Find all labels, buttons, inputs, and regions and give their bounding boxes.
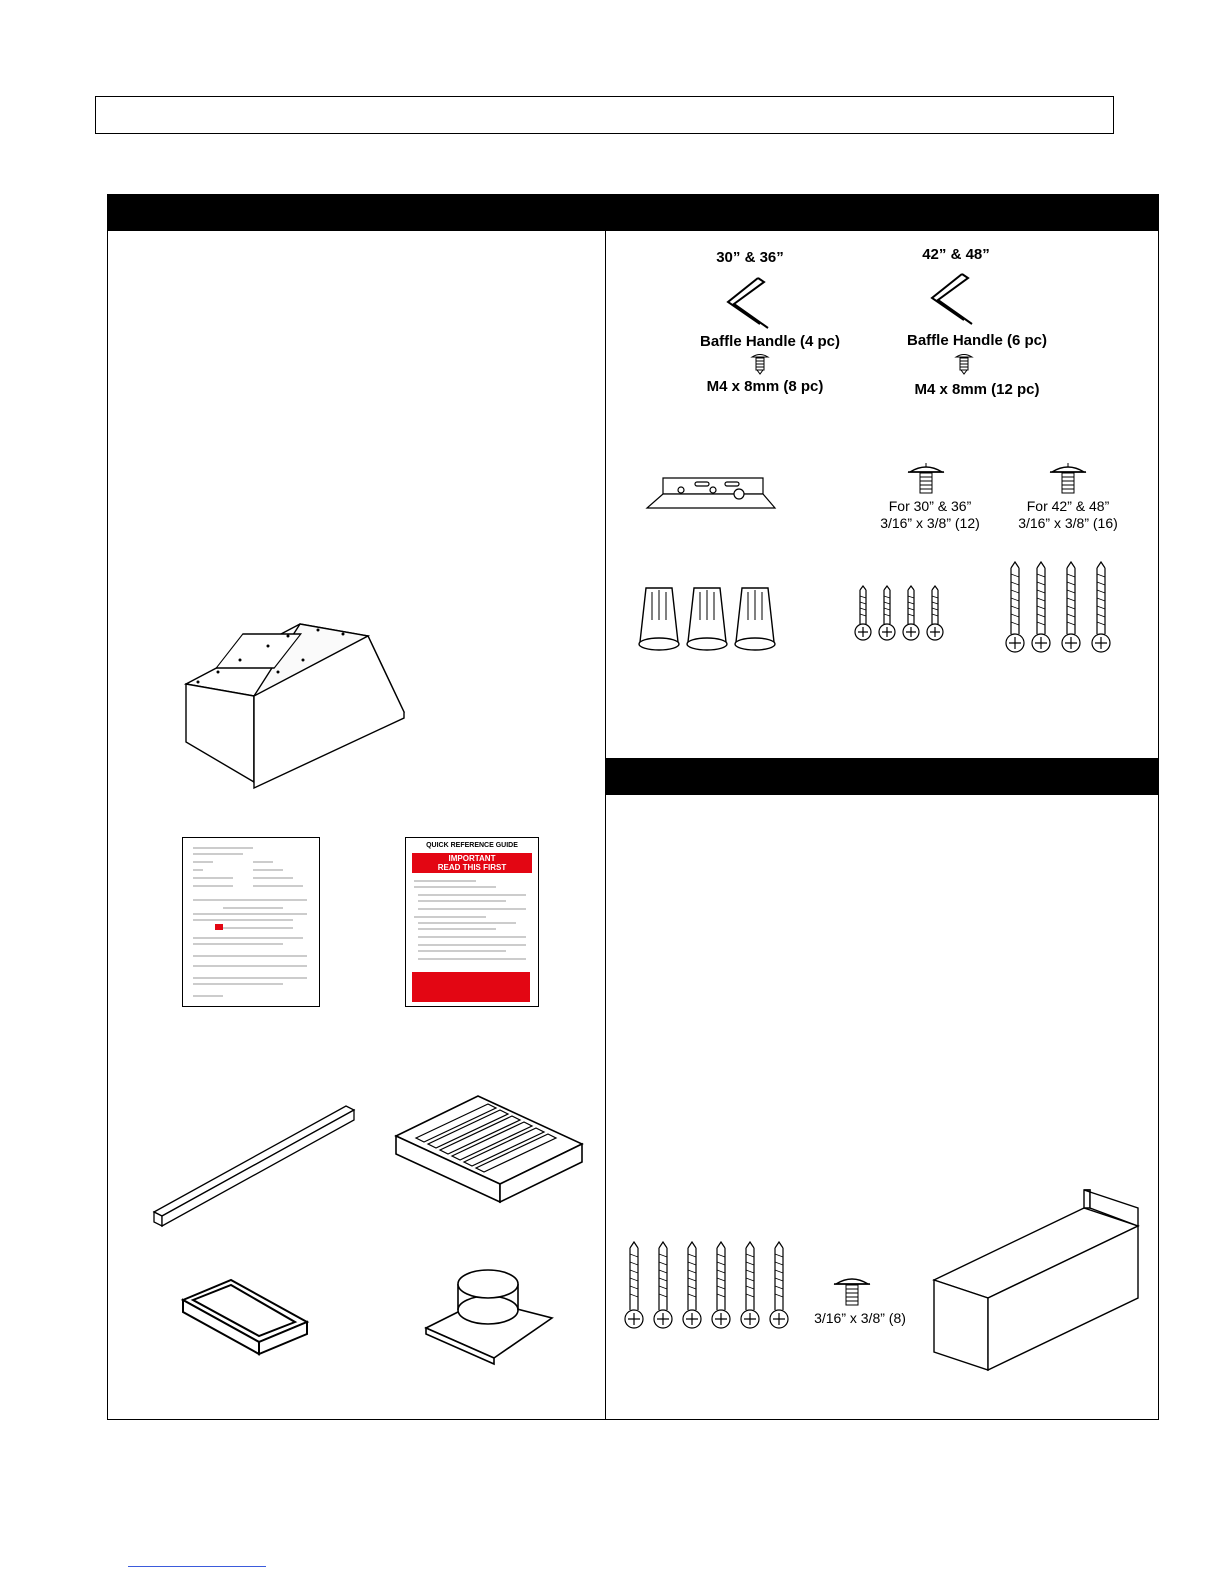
chimney-screws-icon — [616, 1240, 796, 1332]
chimney-cover-illustration — [928, 1186, 1144, 1372]
footer-link-underline[interactable] — [128, 1566, 266, 1567]
baffle-handle-label-a: Baffle Handle (4 pc) — [699, 333, 841, 350]
damper-frame-illustration — [165, 1270, 315, 1362]
short-screws-icon — [846, 584, 956, 644]
bolt-label-a-line2: 3/16” x 3/8” (12) — [880, 515, 980, 531]
bolt-label-b-line1: For 42” & 48” — [1026, 498, 1110, 514]
baffle-handle-icon — [922, 268, 992, 326]
duct-collar-illustration — [420, 1262, 560, 1370]
qrg-title: QUICK REFERENCE GUIDE — [426, 842, 518, 849]
qrg-text-lines — [406, 873, 536, 969]
qrg-important-banner — [412, 853, 532, 873]
range-hood-illustration — [178, 612, 410, 792]
mounting-bracket-icon — [643, 472, 779, 516]
qrg-important: IMPORTANT — [448, 854, 496, 863]
qrg-read-first: READ THIS FIRST — [437, 863, 507, 872]
mounting-rail-illustration — [150, 1100, 360, 1230]
screw-label-a: M4 x 8mm (8 pc) — [706, 378, 824, 395]
quick-reference-guide — [405, 837, 539, 1007]
baffle-handle-label-b: Baffle Handle (6 pc) — [906, 332, 1048, 349]
qrg-warning-banner — [412, 972, 530, 1002]
chimney-bolt-label: 3/16” x 3/8” (8) — [814, 1310, 906, 1326]
size-label-30-36: 30” & 36” — [716, 249, 784, 266]
bolt-icon — [906, 462, 946, 498]
bolt-label-a — [860, 498, 1000, 532]
chimney-section-header-bar — [606, 758, 1159, 795]
screw-label-b: M4 x 8mm (12 pc) — [914, 381, 1040, 398]
bolt-icon — [1048, 462, 1088, 498]
warranty-card — [182, 837, 320, 1007]
baffle-filter-illustration — [392, 1092, 586, 1220]
wire-nuts-icon — [636, 580, 788, 654]
small-screw-icon — [954, 352, 974, 376]
bolt-label-b-line2: 3/16” x 3/8” (16) — [1018, 515, 1118, 531]
bolt-label-a-line1: For 30” & 36” — [888, 498, 972, 514]
warranty-card-text-lines — [183, 838, 317, 1004]
long-screws-icon — [996, 560, 1120, 656]
bolt-icon — [832, 1274, 872, 1310]
small-screw-icon — [750, 352, 770, 376]
baffle-handle-icon — [718, 272, 788, 330]
page-title-box — [95, 96, 1114, 134]
parts-section-header-bar — [107, 194, 1159, 231]
column-divider — [605, 231, 606, 1420]
bolt-label-b — [998, 498, 1138, 532]
size-label-42-48: 42” & 48” — [922, 246, 990, 263]
